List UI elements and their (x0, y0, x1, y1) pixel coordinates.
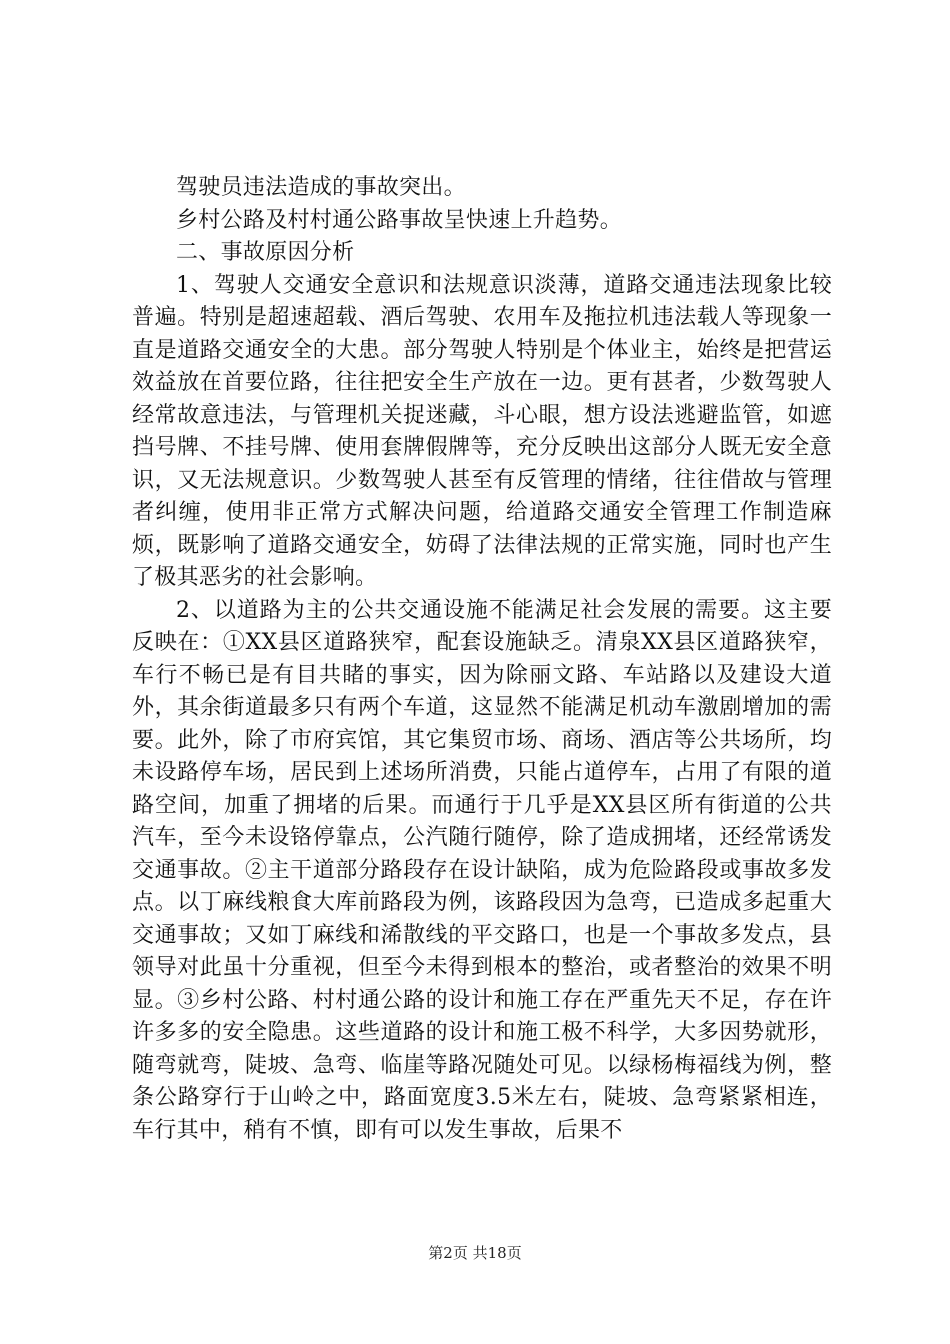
paragraph-public-facilities: 2、以道路为主的公共交通设施不能满足社会发展的需要。这主要反映在：①XX县区道路狭窄，配套设施缺乏。清泉XX县区道路狭窄，车行不畅已是有目共睹的事实，因为除丽文路、车站路以及建设大道外，其余街道最多只有两个车道，这显然不能满足机动车激剧增加的需要。此外，除了市府宾馆，其它集贸市场、商场、酒店等公共场所，均未设路停车场，居民到上述场所消费，只能占道停车，占用了有限的道路空间，加重了拥堵的后果。而通行于几乎是XX县区所有街道的公共汽车，至今未设铬停靠点，公汽随行随停，除了造成拥堵，还经常诱发交通事故。②主干道部分路段存在设计缺陷，成为危险路段或事故多发点。以丁麻线粮食大库前路段为例，该路段因为急弯，已造成多起重大交通事故；又如丁麻线和浠散线的平交路口，也是一个事故多发点，县领导对此虽十分重视，但至今未得到根本的整治，或者整治的效果不明显。③乡村公路、村村通公路的设计和施工存在严重先天不足，存在许许多多的安全隐患。这些道路的设计和施工极不科学，大多因势就形，随弯就弯，陡坡、急弯、临崖等路况随处可见。以绿杨梅福线为例，整条公路穿行于山岭之中，路面宽度3.5米左右，陡坡、急弯紧紧相连，车行其中，稍有不慎，即有可以发生事故，后果不 (132, 597, 832, 1143)
section-heading: 二、事故原因分析 (176, 240, 355, 265)
paragraph-driver-awareness: 1、驾驶人交通安全意识和法规意识淡薄，道路交通违法现象比较普遍。特别是超速超载、酒后驾驶、农用车及拖拉机违法载人等现象一直是道路交通安全的大患。部分驾驶人特别是个体业主，始终是把营运效益放在首要位路，往往把安全生产放在一边。更有甚者，少数驾驶人经常故意违法，与管理机关捉迷藏，斗心眼，想方设法逃避监管，如遮挡号牌、不挂号牌、使用套牌假牌等，充分反映出这部分人既无安全意识，又无法规意识。少数驾驶人甚至有反管理的情绪，往往借故与管理者纠缠，使用非正常方式解决问题，给道路交通安全管理工作制造麻烦，既影响了道路交通安全，妨碍了法律法规的正常实施，同时也产生了极其恶劣的社会影响。 (132, 272, 832, 590)
page-number-footer: 第2页 共18页 (428, 1244, 522, 1262)
paragraph-1: 驾驶员违法造成的事故突出。 (176, 175, 466, 200)
paragraph-2: 乡村公路及村村通公路事故呈快速上升趋势。 (176, 207, 623, 233)
document-body (132, 172, 832, 1147)
